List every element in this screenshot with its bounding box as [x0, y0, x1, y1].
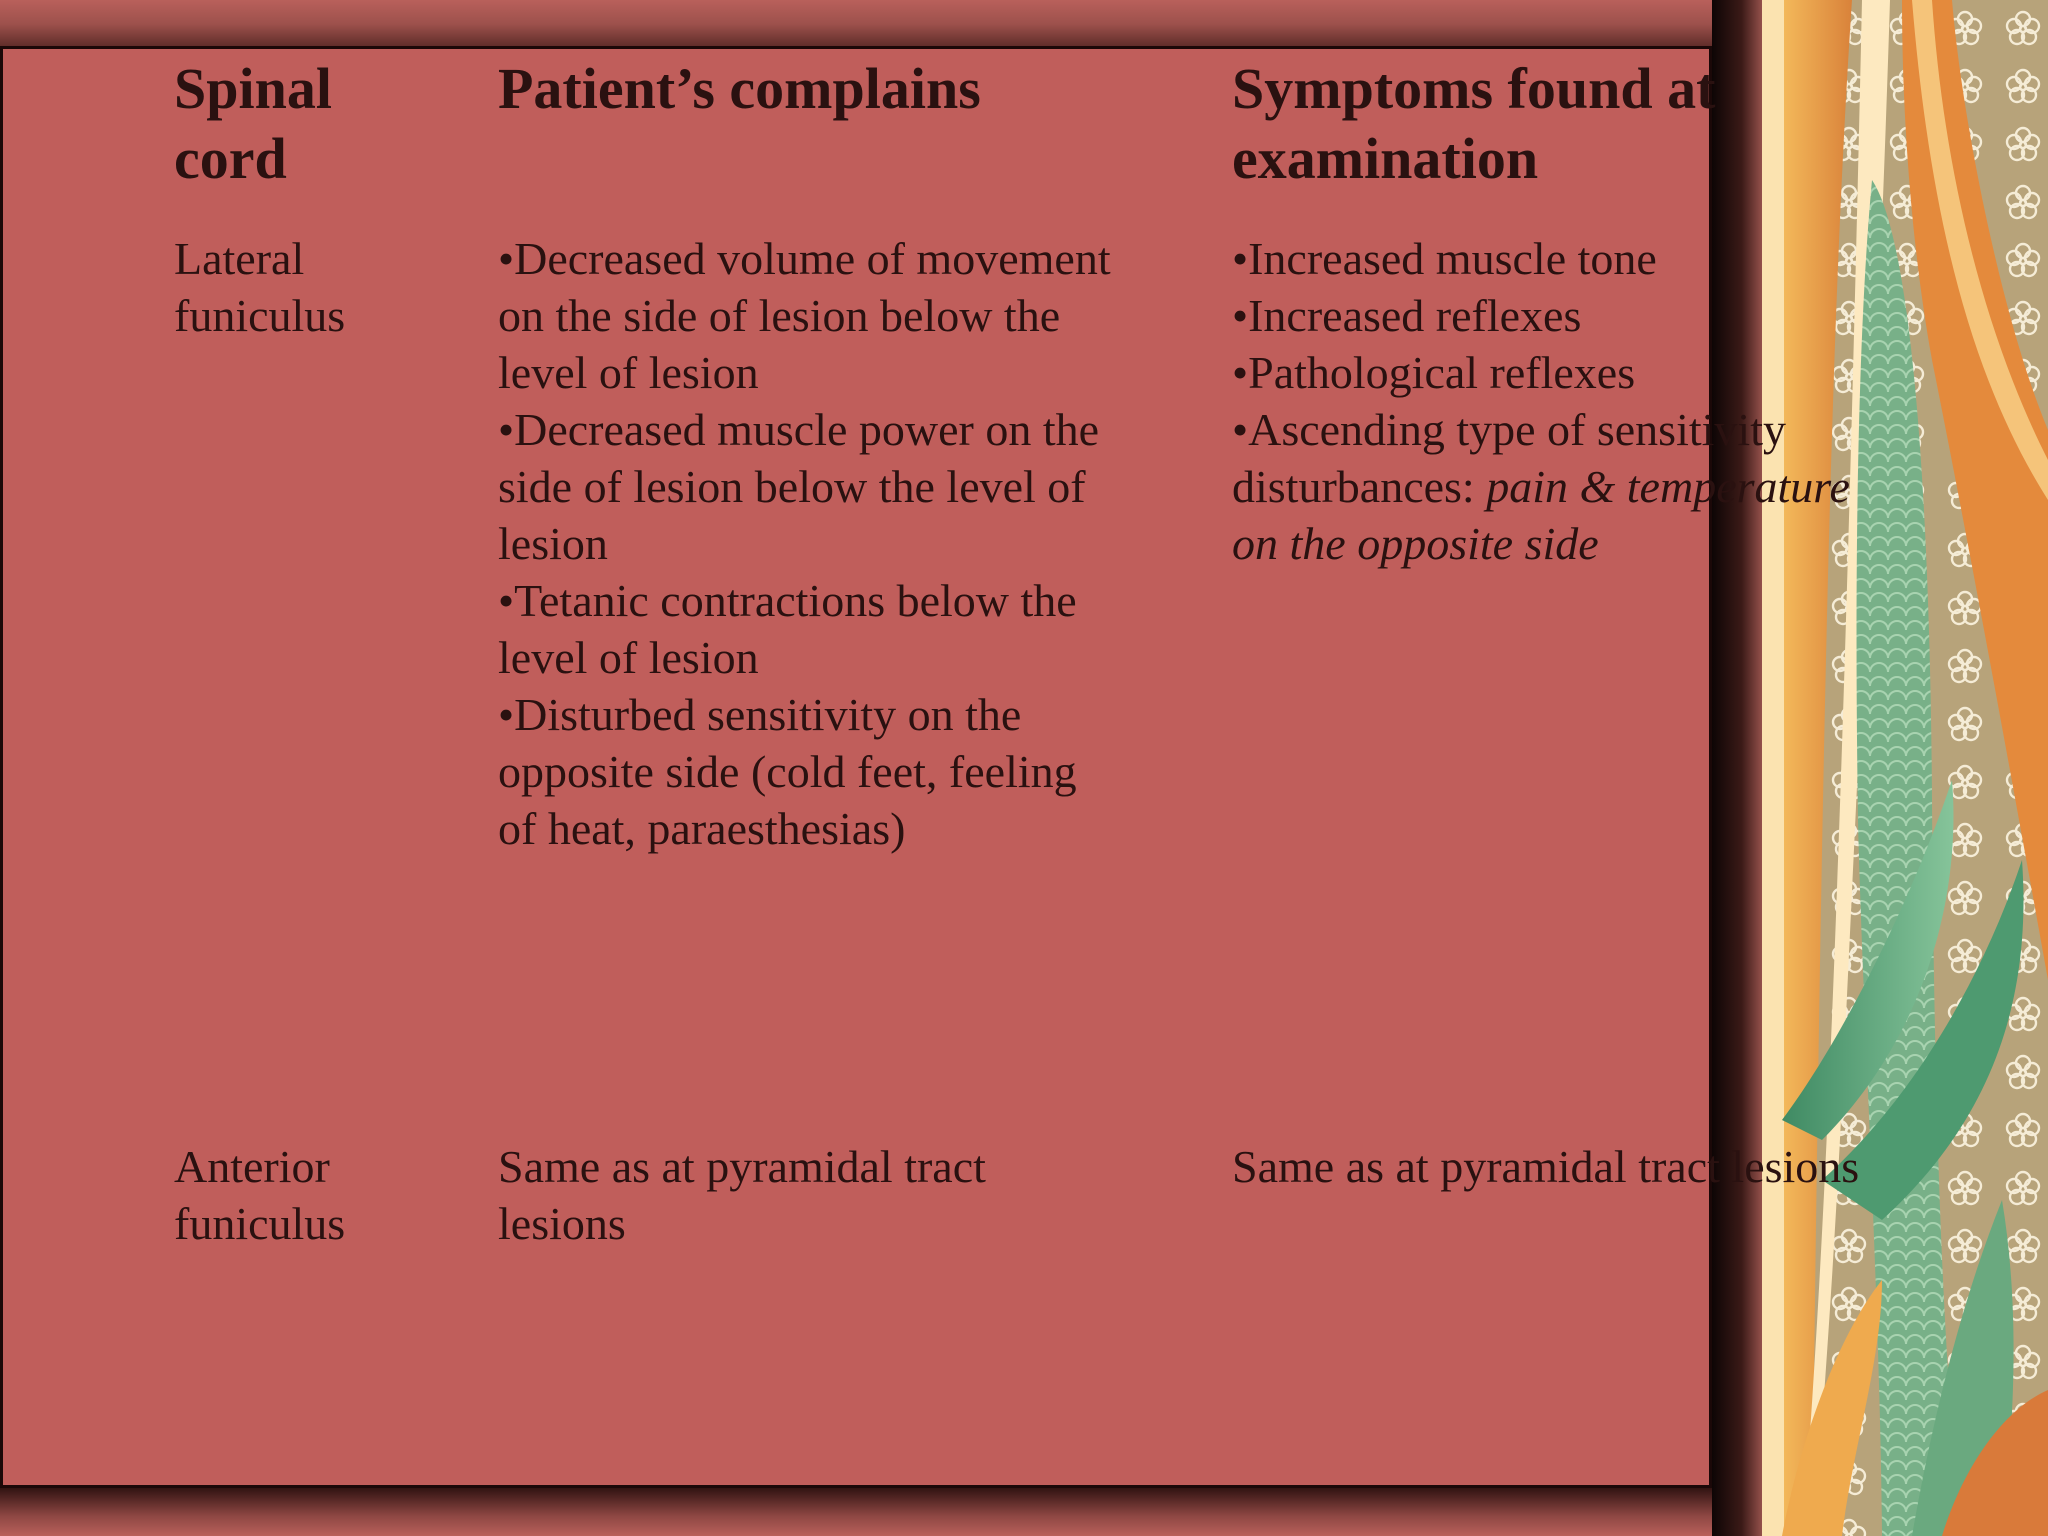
- cell-line: •Increased reflexes: [1232, 290, 1582, 341]
- cell-line: level of lesion: [498, 347, 759, 398]
- cell-line: on the side of lesion below the: [498, 290, 1061, 341]
- header-spinal-cord: [174, 54, 332, 194]
- cell-line-italic: on the opposite side: [1232, 518, 1599, 569]
- row-lateral-symptoms: [1232, 230, 1850, 572]
- cell-line: Same as at pyramidal tract: [498, 1141, 986, 1192]
- cell-line: •Decreased volume of movement: [498, 233, 1111, 284]
- cell-line: of heat, paraesthesias): [498, 803, 906, 854]
- row-anterior-complaints: [498, 1138, 986, 1252]
- header-line: examination: [1232, 126, 1539, 191]
- cell-line: funiculus: [174, 1198, 346, 1249]
- cell-line: •Pathological reflexes: [1232, 347, 1636, 398]
- cell-line-mixed: [1232, 458, 1850, 515]
- cell-line: lesion: [498, 518, 608, 569]
- cell-line: •Decreased muscle power on the: [498, 404, 1100, 455]
- header-symptoms: [1232, 54, 1715, 194]
- row-anterior-symptoms: [1232, 1138, 1859, 1195]
- cell-line: Lateral: [174, 233, 305, 284]
- cell-line: •Increased muscle tone: [1232, 233, 1657, 284]
- header-line: Spinal: [174, 56, 332, 121]
- cell-line: Anterior: [174, 1141, 330, 1192]
- row-lateral-complaints: [498, 230, 1111, 857]
- cell-text: disturbances:: [1232, 461, 1487, 512]
- header-line: cord: [174, 126, 287, 191]
- cell-line: side of lesion below the level of: [498, 461, 1086, 512]
- cell-line: •Disturbed sensitivity on the: [498, 689, 1022, 740]
- cell-line: •Tetanic contractions below the: [498, 575, 1077, 626]
- frame-bottom: [0, 1486, 1770, 1536]
- header-patient-complains: [498, 54, 981, 124]
- cell-line: lesions: [498, 1198, 626, 1249]
- header-line: Symptoms found at: [1232, 56, 1716, 121]
- row-lateral-name: [174, 230, 345, 344]
- row-anterior-name: [174, 1138, 345, 1252]
- cell-line: opposite side (cold feet, feeling: [498, 746, 1077, 797]
- cell-text-italic: pain & temperature: [1486, 461, 1850, 512]
- header-line: Patient’s complains: [498, 56, 981, 121]
- cell-line: Same as at pyramidal tract lesions: [1232, 1141, 1860, 1192]
- cell-line: funiculus: [174, 290, 346, 341]
- cell-line: •Ascending type of sensitivity: [1232, 404, 1786, 455]
- cell-line: level of lesion: [498, 632, 759, 683]
